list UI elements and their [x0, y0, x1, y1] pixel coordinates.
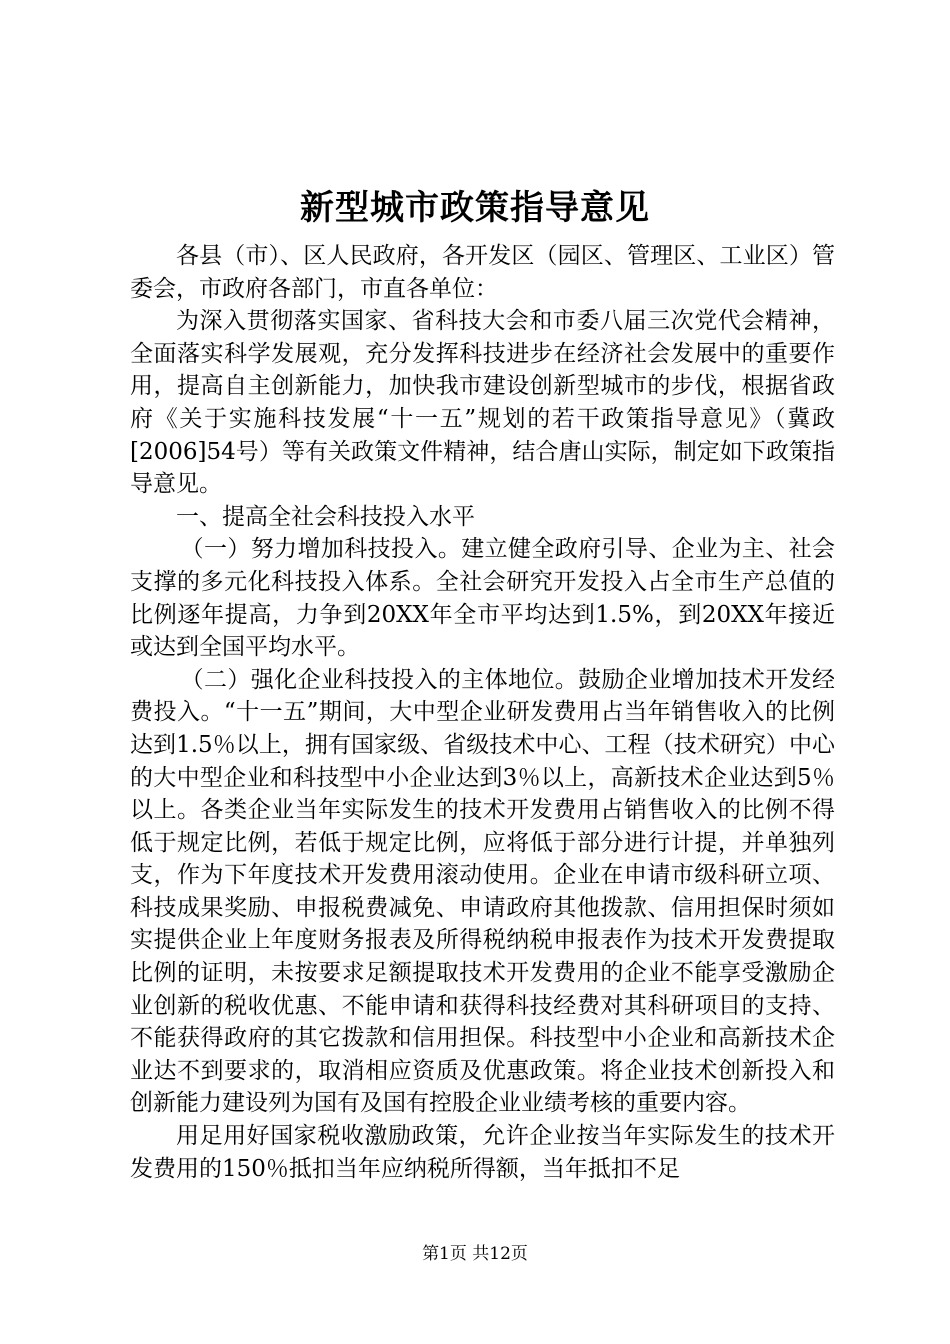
document-body	[130, 240, 835, 1185]
document-title: 新型城市政策指导意见	[300, 188, 650, 228]
tax-policy-paragraph: 用足用好国家税收激励政策，允许企业按当年实际发生的技术开发费用的150％抵扣当年应纳税所得额，当年抵扣不足	[130, 1123, 835, 1182]
section-heading: 一、提高全社会科技投入水平	[176, 503, 475, 530]
subsection-paragraph-2: （二）强化企业科技投入的主体地位。鼓励企业增加技术开发经费投入。“十一五”期间，大中型企业研发费用占当年销售收入的比例达到1.5％以上，拥有国家级、省级技术中心、工程（技术研究）中心的大中型企业和科技型中小企业达到3％以上，高新技术企业达到5％以上。各类企业当年实际发生的技术开发费用占销售收入的比例不得低于规定比例，若低于规定比例，应将低于部分进行计提，并单独列支，作为下年度技术开发费用滚动使用。企业在申请市级科研立项、科技成果奖励、申报税费减免、申请政府其他拨款、信用担保时须如实提供企业上年度财务报表及所得税纳税申报表作为技术开发费提取比例的证明，未按要求足额提取技术开发费用的企业不能享受激励企业创新的税收优惠、不能申请和获得科技经费对其科研项目的支持、不能获得政府的其它拨款和信用担保。科技型中小企业和高新技术企业达不到要求的，取消相应资质及优惠政策。将企业技术创新投入和创新能力建设列为国有及国有控股企业业绩考核的重要内容。	[130, 666, 835, 1117]
subsection-paragraph-1: （一）努力增加科技投入。建立健全政府引导、企业为主、社会支撑的多元化科技投入体系。全社会研究开发投入占全市生产总值的比例逐年提高，力争到20XX年全市平均达到1.5%，到20XX年接近或达到全国平均水平。	[130, 536, 835, 661]
salutation-paragraph: 各县（市）、区人民政府，各开发区（园区、管理区、工业区）管委会，市政府各部门，市直各单位：	[130, 243, 835, 302]
page-number: 第1页 共12页	[422, 1244, 528, 1264]
intro-paragraph: 为深入贯彻落实国家、省科技大会和市委八届三次党代会精神，全面落实科学发展观，充分发挥科技进步在经济社会发展中的重要作用，提高自主创新能力，加快我市建设创新型城市的步伐，根据省政府《关于实施科技发展“十一五”规划的若干政策指导意见》（冀政[2006]54号）等有关政策文件精神，结合唐山实际，制定如下政策指导意见。	[130, 308, 835, 498]
